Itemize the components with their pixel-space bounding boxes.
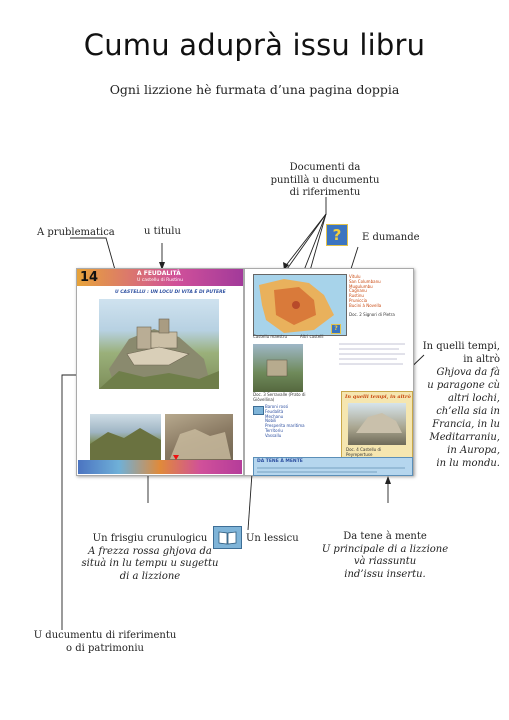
legend-item-2: Altri castelli (300, 334, 324, 339)
lesson-title: A FEUDALITÀ (137, 270, 181, 277)
book-spread (76, 268, 414, 476)
label-documenti: Documenti da puntillà u ducumentu di riferimentu (270, 162, 380, 198)
tene-box-title: DA TENE À MENTE (257, 459, 303, 464)
map-place-list: Vitulu San Columbanu Mugulumbu Cagnanu Rustinu Pruniccia Bucini à Novella (349, 274, 382, 308)
lesson-subtitle: U castellu di Rustinu (137, 278, 183, 283)
lexicon-book-icon (253, 406, 264, 415)
left-page (76, 268, 244, 476)
in-quelli-tempi-box (341, 391, 413, 465)
right-page (244, 268, 414, 476)
lesson-number: 14 (80, 270, 99, 285)
label-prublematica: A prublematica (37, 227, 115, 238)
label-titulu: u titulu (144, 226, 181, 237)
questions-block (339, 341, 409, 369)
landscape-photo (90, 414, 161, 466)
page-subtitle: Ogni lizzione hè furmata d’una pagina doppia (109, 82, 400, 97)
question-icon: ? (326, 224, 348, 246)
sidebar-title: In quelli tempi, in altrò (345, 394, 411, 400)
lexicon-block (253, 405, 343, 455)
label-ducumentu: U ducumentu di riferimentu o di patrimoniu (33, 630, 177, 654)
castle-reconstruction-image (99, 299, 219, 389)
problem-statement: U CASTELLU : UN LOCU DI VITA È DI PUTERE (115, 290, 226, 295)
tene-a-mente-box (253, 457, 413, 476)
doc4-photo (348, 403, 406, 445)
timeline-red-arrow (173, 455, 179, 460)
map-caption: Doc. 2 Signori di Pietra (349, 312, 395, 317)
label-in-quelli-tempi: In quelli tempi, in altrò Ghjova da fà u paragone cù altri lochi, ch’ella sia in Francia, in lu Meditarraniu, in Auropa, in lu mondu. (422, 341, 500, 469)
label-tene-a-mente: Da tene à mente U principale di a lizzione và riassuntu ind’issu insertu. (321, 531, 449, 580)
doc3-caption: Doc. 3 Serravalle (Prato di Giòvellina) (253, 392, 306, 402)
page-title: Cumu aduprà issu libru (83, 28, 426, 62)
page-question-icon: ? (331, 324, 341, 334)
lexicon-terms: Baroni rossi Feudalità Mechanu Nobili Presperita maritima Territoriu Vassallu (265, 404, 305, 438)
label-dumande: E dumande (362, 232, 420, 243)
book-icon (213, 526, 242, 549)
timeline-band (78, 460, 242, 474)
doc4-caption: Doc. 4 Castellu di Peyrepertuse (346, 447, 382, 457)
label-lessicu: Un lessicu (246, 533, 299, 544)
label-frisgiu: Un frisgiu crunulogicu A frezza rossa ghjova da situà in lu tempu u sugettu di a lizzione (81, 533, 219, 582)
legend-item-1: Castellu maestru (253, 334, 288, 339)
doc3-photo (253, 344, 303, 392)
